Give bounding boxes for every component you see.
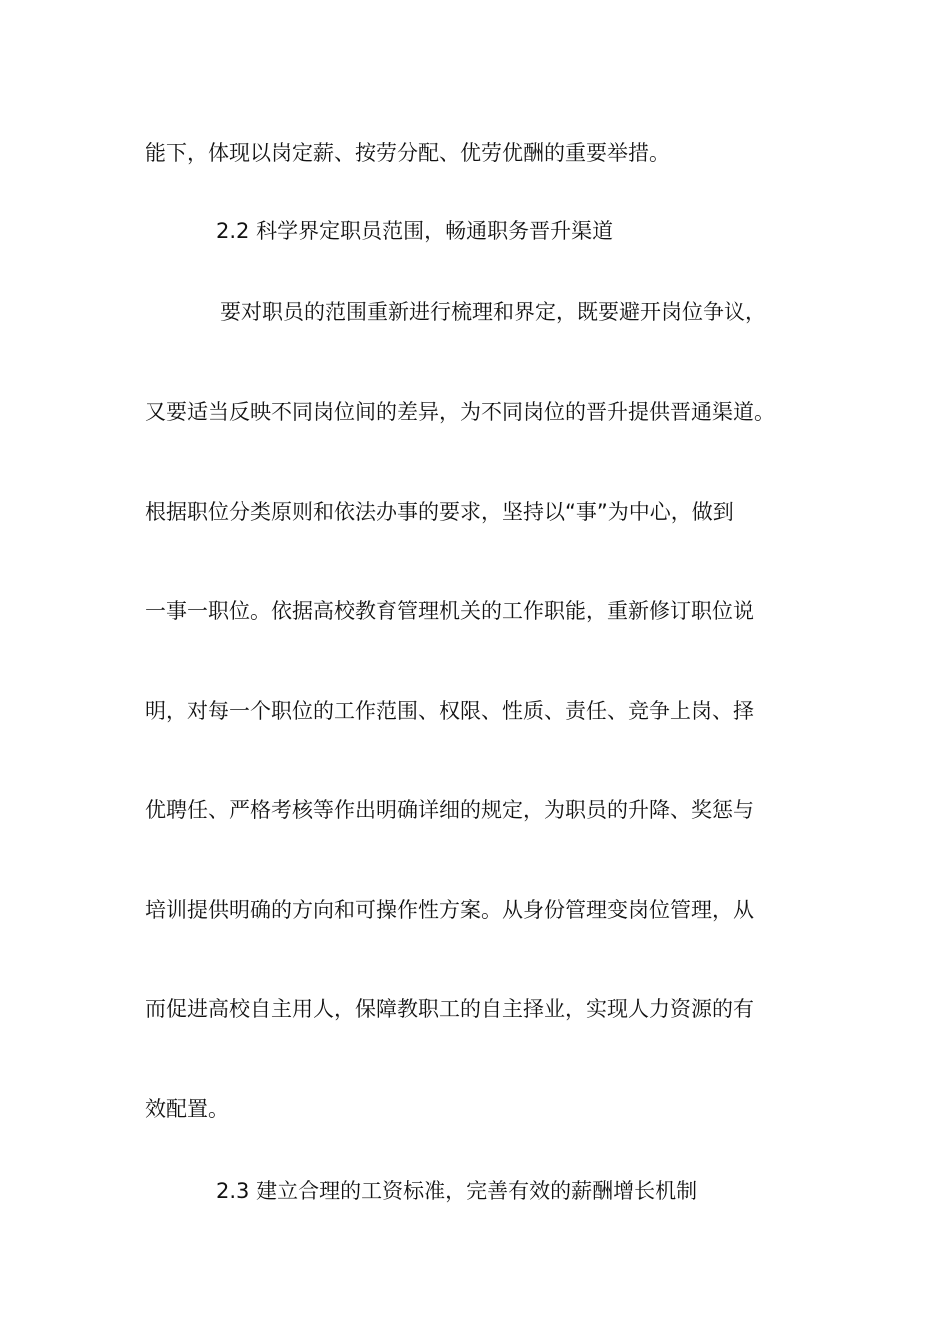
paragraph-line: 一事一职位。依据高校教育管理机关的工作职能，重新修订职位说: [145, 599, 754, 623]
paragraph-line: 优聘任、严格考核等作出明确详细的规定，为职员的升降、奖惩与: [145, 798, 754, 822]
paragraph-line: 明，对每一个职位的工作范围、权限、性质、责任、竞争上岗、择: [145, 699, 754, 723]
paragraph-line: 要对职员的范围重新进行梳理和界定，既要避开岗位争议，: [220, 300, 766, 324]
section-heading-2-2: 2.2 科学界定职员范围，畅通职务晋升渠道: [216, 219, 614, 243]
section-heading-2-3: 2.3 建立合理的工资标准，完善有效的薪酬增长机制: [216, 1179, 698, 1203]
paragraph-line: 培训提供明确的方向和可操作性方案。从身份管理变岗位管理，从: [145, 898, 754, 922]
paragraph-line: 又要适当反映不同岗位间的差异，为不同岗位的晋升提供晋通渠道。: [145, 400, 775, 424]
paragraph-line: 根据职位分类原则和依法办事的要求，坚持以“事”为中心，做到: [145, 500, 734, 524]
paragraph-line-continuation: 能下，体现以岗定薪、按劳分配、优劳优酬的重要举措。: [145, 141, 670, 165]
paragraph-line: 效配置。: [145, 1097, 229, 1121]
paragraph-line: 而促进高校自主用人，保障教职工的自主择业，实现人力资源的有: [145, 997, 754, 1021]
